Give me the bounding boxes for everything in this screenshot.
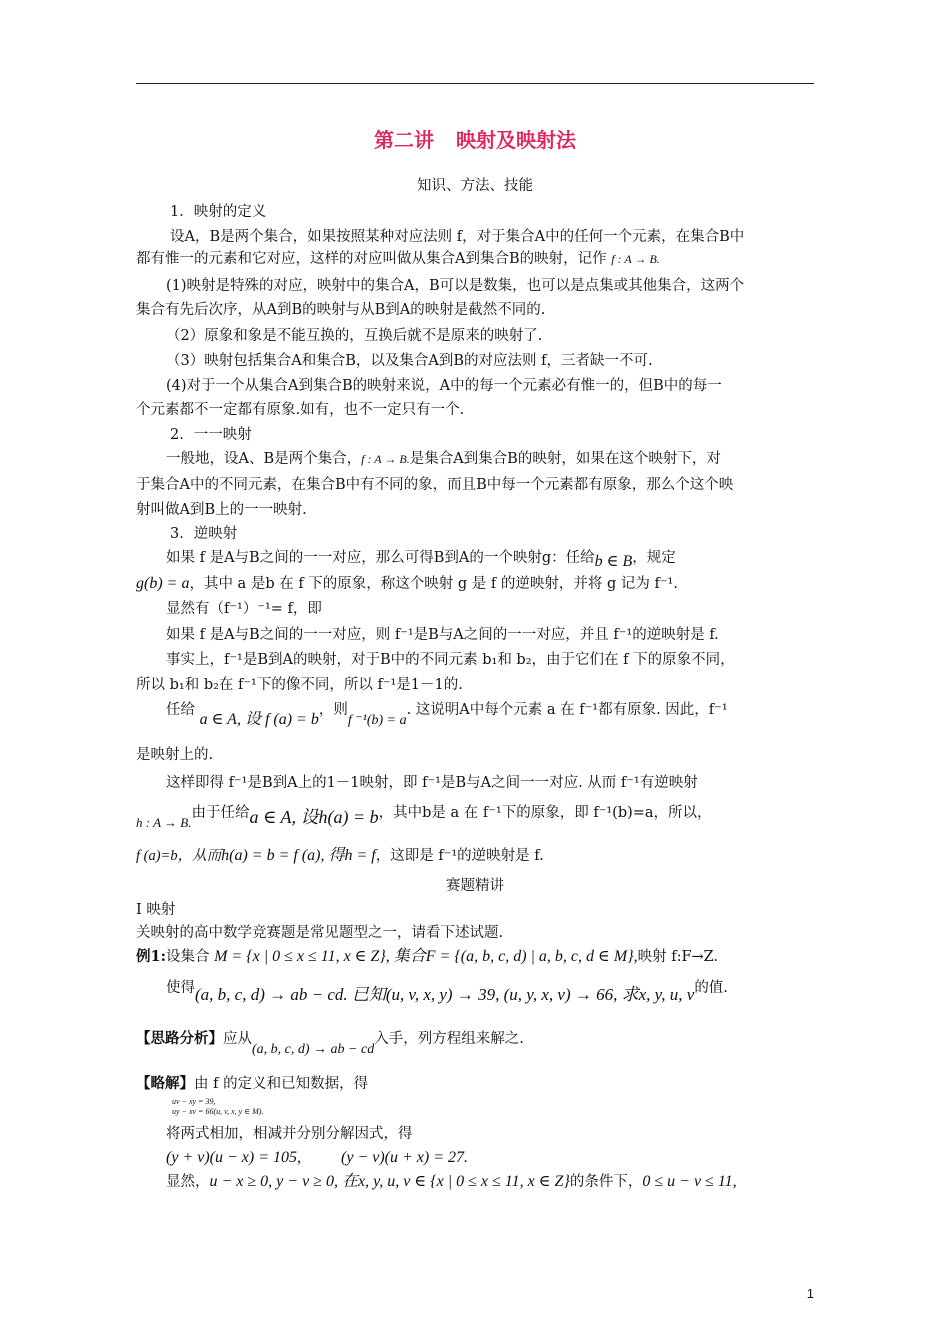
- s3-line1: 如果 f 是A与B之间的一一对应，那么可得B到A的一个映射g：任给b ∈ B，规定: [166, 550, 676, 570]
- section-knowledge-heading: 知识、方法、技能: [417, 178, 533, 194]
- s3-line2: g(b) = a，其中 a 是b 在 f 下的原象，称这个映射 g 是 f 的逆映射，并将 g 记为 f⁻¹.: [136, 575, 678, 592]
- mapping-notation: f : A → B.: [611, 252, 660, 266]
- s2-paragraph-line1: 一般地，设A、B是两个集合，f : A → B.是集合A到集合B的映射，如果在这个映射下，对: [166, 451, 721, 467]
- title-topic: 映射及映射法: [456, 128, 576, 152]
- s1-note2: （2）原象和象是不能互换的，互换后就不是原来的映射了.: [166, 328, 543, 344]
- header-rule: [136, 83, 814, 84]
- step2-conditions: u − x ≥ 0, y − v ≥ 0, 在x, y, u, v ∈ {x | 0 ≤ x ≤ 11, x ∈ Z}: [209, 1173, 570, 1190]
- analysis-mapping: (a, b, c, d) → ab − cd: [252, 1042, 375, 1057]
- s3-line10: h : A → B.由于任给a ∈ A, 设h(a) = b，其中b是 a 在 f⁻¹下的原象，即 f⁻¹(b)=a，所以，: [136, 805, 712, 830]
- solution-line: 【略解】由 f 的定义和已知数据，得: [136, 1075, 369, 1092]
- s1-note1-line1: (1)映射是特殊的对应，映射中的集合A，B可以是数集，也可以是点集或其他集合，这两个: [166, 278, 745, 294]
- s1-heading: 1．映射的定义: [170, 204, 267, 220]
- s3-line3: 显然有（f⁻¹）⁻¹= f，即: [166, 601, 322, 617]
- s3-line4: 如果 f 是A与B之间的一一对应，则 f⁻¹是B与A之间的一一对应，并且 f⁻¹的逆映射是 f.: [166, 627, 719, 643]
- given-h-a: a ∈ A, 设h(a) = b: [249, 807, 379, 827]
- solution-label: 【略解】: [136, 1075, 194, 1092]
- step1-text: 将两式相加，相减并分别分解因式，得: [166, 1126, 413, 1142]
- s3-line11: f (a)=b，从而h(a) = b = f (a), 得h = f，这即是 f⁻¹的逆映射是 f.: [136, 847, 544, 864]
- eq-sum: (y + v)(u − x) = 105,: [166, 1149, 302, 1166]
- s1-note3: （3）映射包括集合A和集合B，以及集合A到B的对应法则 f，三者缺一不可.: [166, 353, 653, 369]
- system-eq1: uv − xy = 39,: [172, 1097, 216, 1106]
- page-number: 1: [806, 1286, 814, 1301]
- s3-heading: 3．逆映射: [170, 526, 238, 542]
- step2-line: 显然，u − x ≥ 0, y − v ≥ 0, 在x, y, u, v ∈ {x | 0 ≤ x ≤ 11, x ∈ Z}的条件下，0 ≤ u − v ≤ 11,: [166, 1173, 737, 1190]
- step1-equations: [166, 1148, 814, 1168]
- g-of-b-equals-a: g(b) = a: [136, 575, 190, 592]
- s1-note4-line2: 个元素都不一定都有原象.如有，也不一定只有一个.: [136, 402, 465, 418]
- mapping-conditions: (a, b, c, d) → ab − cd. 已知(u, v, x, y) → 39, (u, y, x, v) → 66, 求x, y, u, v: [195, 985, 695, 1004]
- analysis-line: 【思路分析】应从(a, b, c, d) → ab − cd入手，列方程组来解之.: [136, 1030, 524, 1057]
- b-in-B: b ∈ B: [594, 553, 633, 570]
- s1-paragraph-line1: 设A，B是两个集合，如果按照某种对应法则 f，对于集合A中的任何一个元素，在集合B中: [170, 229, 745, 245]
- eq-difference: (y − v)(u + x) = 27.: [341, 1149, 469, 1166]
- given-a-in-A: a ∈ A, 设 f (a) = b: [199, 711, 319, 728]
- example1-line1: 例1:设集合 M = {x | 0 ≤ x ≤ 11, x ∈ Z}, 集合F = {(a, b, c, d) | a, b, c, d ∈ M},映射 f:F→Z.: [136, 948, 719, 965]
- s3-line8: 是映射上的.: [136, 747, 214, 763]
- set-definitions: M = {x | 0 ≤ x ≤ 11, x ∈ Z}, 集合F = {(a, b, c, d) | a, b, c, d ∈ M},: [214, 948, 638, 965]
- s2-paragraph-line3: 射叫做A到B上的一一映射.: [136, 502, 307, 518]
- analysis-label: 【思路分析】: [136, 1030, 223, 1047]
- s1-note1-line2: 集合有先后次序，从A到B的映射与从B到A的映射是截然不同的.: [136, 302, 546, 318]
- h-equals-f: h(a) = b = f (a), 得h = f: [221, 847, 376, 864]
- part-heading: Ⅰ 映射: [136, 902, 176, 918]
- mapping-notation: f : A → B.: [361, 452, 410, 466]
- f-inverse-of-b: f ⁻¹(b) = a: [347, 713, 407, 728]
- h-mapping: h : A → B.: [136, 815, 192, 830]
- s3-line5: 事实上，f⁻¹是B到A的映射，对于B中的不同元素 b₁和 b₂，由于它们在 f 下的原象不同，: [166, 652, 735, 668]
- s3-line7: 任给 a ∈ A, 设 f (a) = b，则f ⁻¹(b) = a. 这说明A中每个元素 a 在 f⁻¹都有原象. 因此，f⁻¹: [166, 702, 728, 728]
- page-title: [136, 124, 814, 153]
- s2-paragraph-line2: 于集合A中的不同元素，在集合B中有不同的象，而且B中每一个元素都有原象，那么个这个映: [136, 477, 734, 493]
- s3-line6: 所以 b₁和 b₂在 f⁻¹下的像不同，所以 f⁻¹是1－1的.: [136, 677, 463, 693]
- s2-heading: 2．一一映射: [170, 427, 252, 443]
- example1-line2: 使得(a, b, c, d) → ab − cd. 已知(u, v, x, y) → 39, (u, y, x, v) → 66, 求x, y, u, v的值.: [166, 980, 728, 1004]
- s1-note4-line1: (4)对于一个从集合A到集合B的映射来说，A中的每一个元素必有惟一的，但B中的每一: [166, 378, 722, 394]
- s1-paragraph-line2: 都有惟一的元素和它对应，这样的对应叫做从集合A到集合B的映射，记作 f : A → B.: [136, 251, 660, 267]
- system-eq2: uy − xv = 66(u, v, x, y ∈ M).: [172, 1107, 264, 1116]
- section-contest-heading: 赛题精讲: [446, 878, 504, 894]
- title-lecture-number: 第二讲: [374, 128, 434, 152]
- equation-system: [172, 1097, 850, 1117]
- intro-text: 关映射的高中数学竞赛题是常见题型之一，请看下述试题.: [136, 925, 504, 941]
- example1-label: 例1:: [136, 948, 166, 965]
- step2-inequality: 0 ≤ u − v ≤ 11,: [642, 1173, 737, 1190]
- s3-line9: 这样即得 f⁻¹是B到A上的1－1映射，即 f⁻¹是B与A之间一一对应. 从而 f⁻¹有逆映射: [166, 775, 698, 791]
